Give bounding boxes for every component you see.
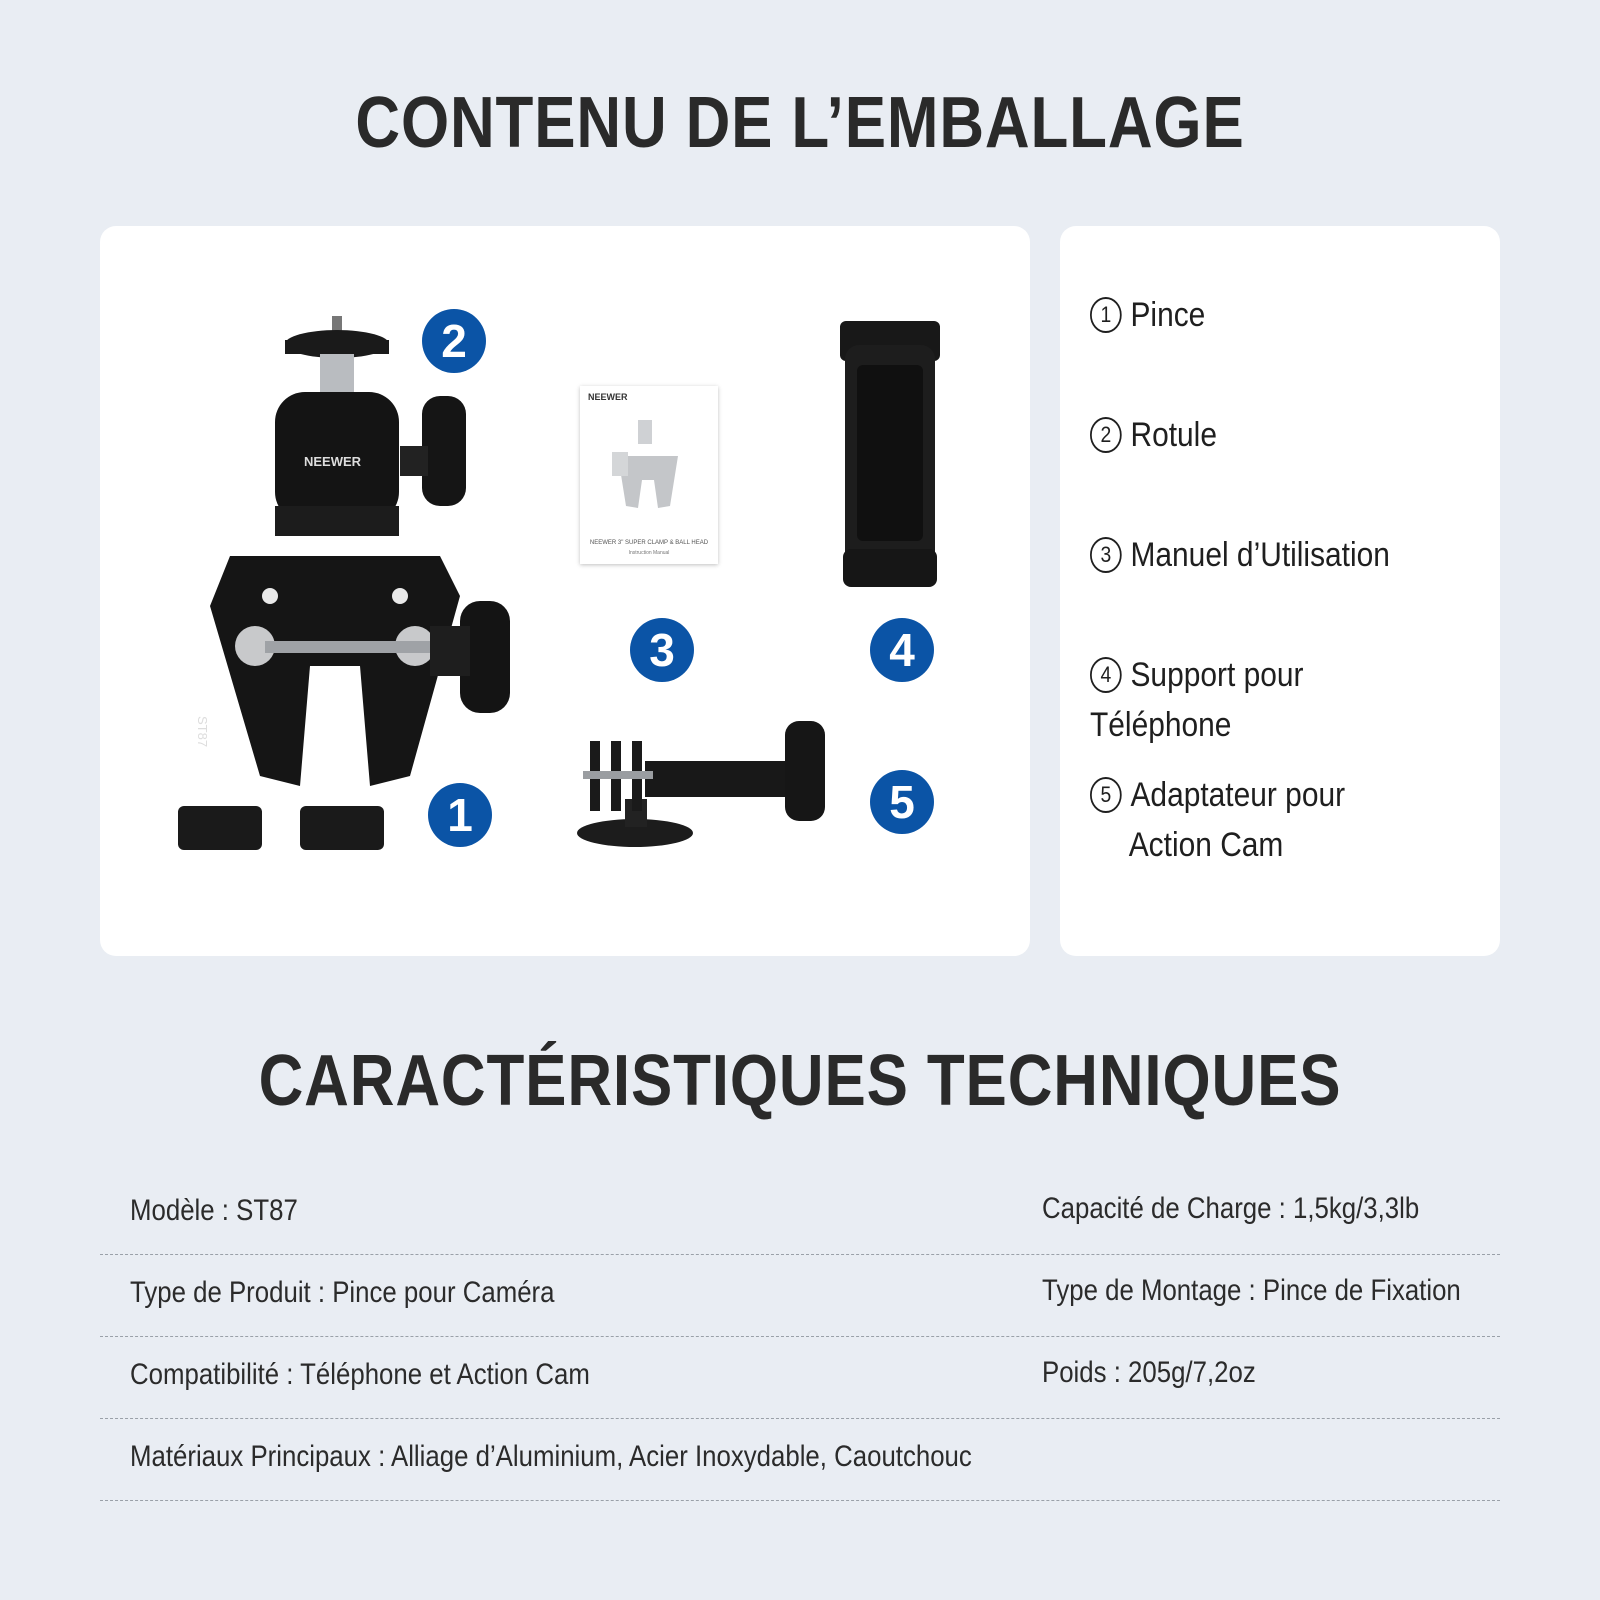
spec-row xyxy=(100,1336,1500,1419)
package-contents-title: CONTENU DE L’EMBALLAGE xyxy=(355,83,1245,163)
legend-text-line2: Action Cam xyxy=(1128,826,1284,864)
manual-illustration xyxy=(580,386,718,564)
spec-compatibility: Compatibilité : Téléphone et Action Cam xyxy=(130,1358,590,1391)
manual-cover-image xyxy=(608,416,688,516)
spec-row xyxy=(100,1418,1500,1501)
badge-1: 1 xyxy=(428,783,492,847)
action-cam-adapter-illustration xyxy=(575,721,835,851)
legend-number: 1 xyxy=(1090,297,1122,333)
super-clamp-illustration xyxy=(160,306,580,876)
package-items-card xyxy=(100,226,1030,956)
badge-5: 5 xyxy=(870,770,934,834)
legend-card xyxy=(1060,226,1500,956)
legend-text: Rotule xyxy=(1130,416,1217,454)
legend-number: 5 xyxy=(1090,777,1122,813)
legend-text: Adaptateur pour xyxy=(1130,776,1346,814)
spec-mount-type: Type de Montage : Pince de Fixation xyxy=(1042,1274,1461,1307)
badge-4: 4 xyxy=(870,618,934,682)
manual-title-text: NEEWER 3" SUPER CLAMP & BALL HEAD xyxy=(589,540,709,546)
legend-item-3 xyxy=(1090,530,1390,580)
clamp-model-text: ST87 xyxy=(195,716,210,748)
spec-weight: Poids : 205g/7,2oz xyxy=(1042,1356,1256,1389)
spec-product-type: Type de Produit : Pince pour Caméra xyxy=(130,1276,555,1309)
spec-row xyxy=(100,1172,1500,1255)
legend-text: Manuel d’Utilisation xyxy=(1130,536,1390,574)
spec-materials: Matériaux Principaux : Alliage d’Aluminium, Acier Inoxydable, Caoutchouc xyxy=(130,1440,972,1473)
legend-item-4 xyxy=(1090,650,1451,750)
specs-title: CARACTÉRISTIQUES TECHNIQUES xyxy=(258,1041,1342,1121)
legend-item-5 xyxy=(1090,770,1345,870)
spec-model: Modèle : ST87 xyxy=(130,1194,298,1227)
legend-item-2 xyxy=(1090,410,1217,460)
manual-subtitle-text: Instruction Manual xyxy=(628,550,670,556)
legend-text: Support pour Téléphone xyxy=(1090,656,1304,744)
manual-brand-text: NEEWER xyxy=(588,392,628,402)
legend-number: 4 xyxy=(1090,657,1122,693)
clamp-brand-text: NEEWER xyxy=(304,454,362,469)
badge-3: 3 xyxy=(630,618,694,682)
legend-number: 3 xyxy=(1090,537,1122,573)
spec-row xyxy=(100,1254,1500,1337)
spec-load-capacity: Capacité de Charge : 1,5kg/3,3lb xyxy=(1042,1192,1420,1225)
legend-number: 2 xyxy=(1090,417,1122,453)
phone-holder-illustration xyxy=(835,321,945,591)
legend-text: Pince xyxy=(1130,296,1206,334)
legend-item-1 xyxy=(1090,290,1205,340)
badge-2: 2 xyxy=(422,309,486,373)
